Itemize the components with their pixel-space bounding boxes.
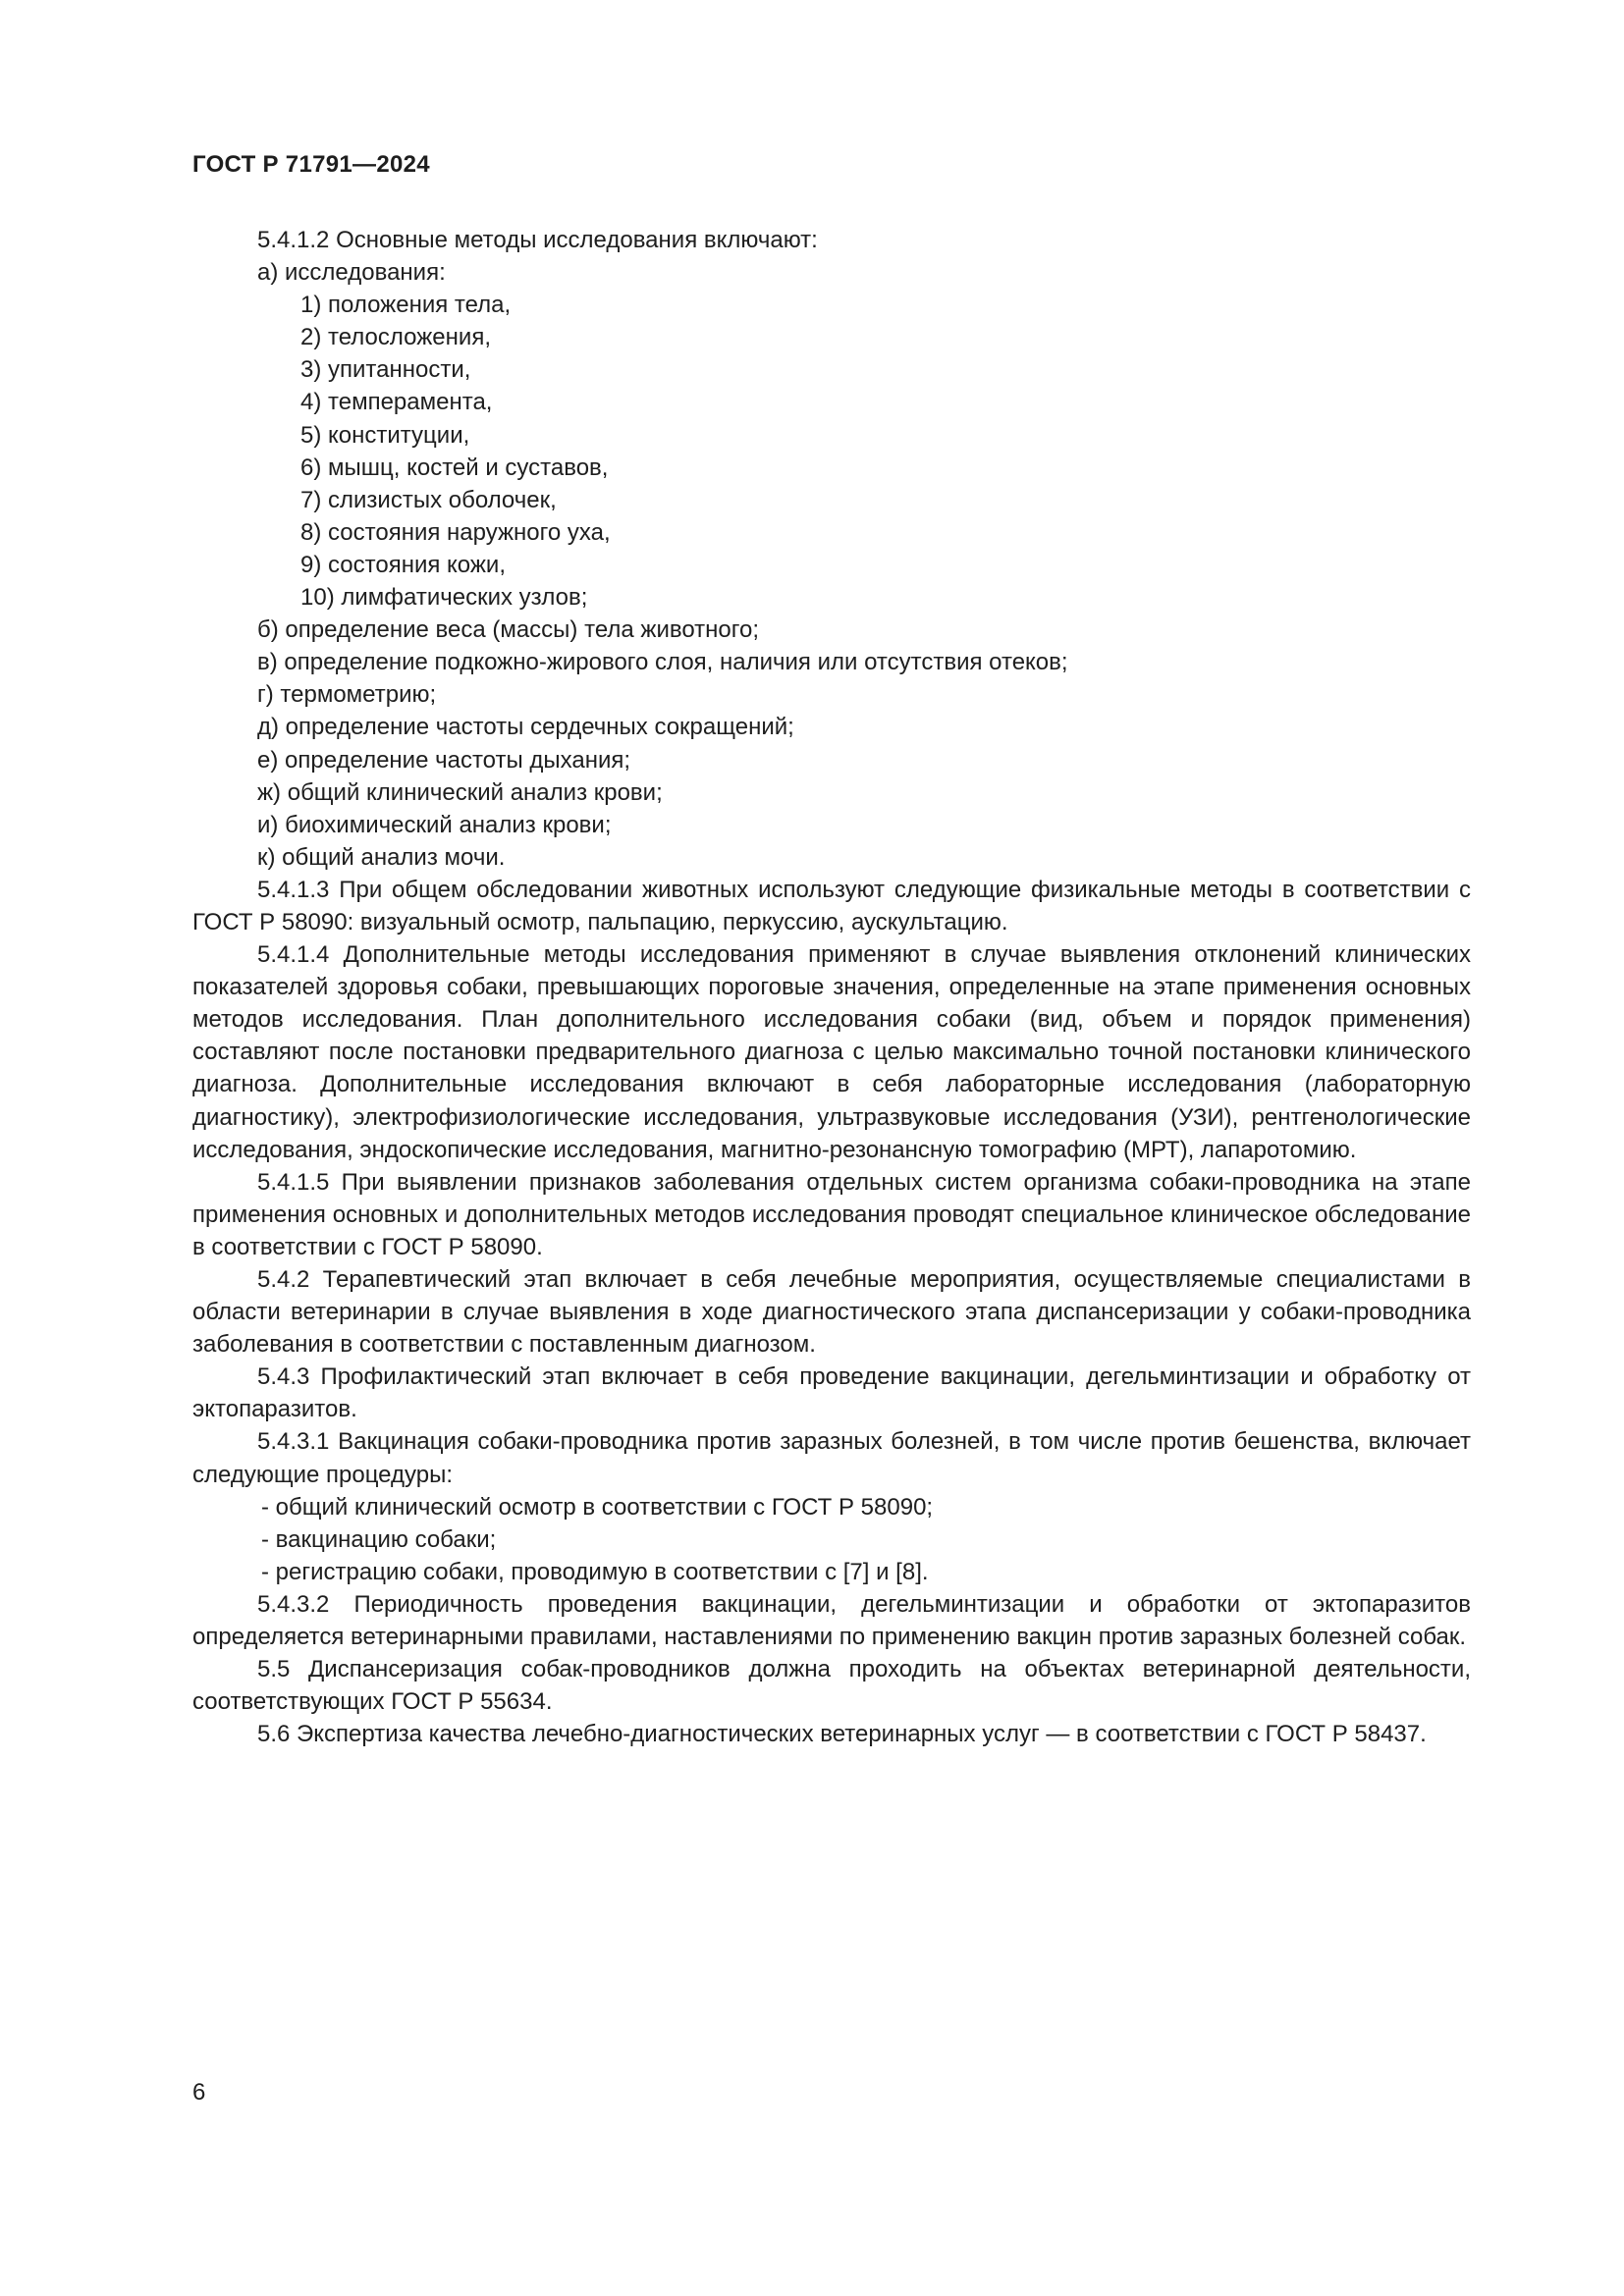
sub-list-item: 9) состояния кожи, [300, 551, 506, 578]
list-item: г) термометрию; [257, 681, 437, 709]
document-body [192, 224, 1471, 1750]
clause-5-4-1-4: 5.4.1.4 Дополнительные методы исследования применяют в случае выявления отклонений клинических показателей здоровья собаки, превышающих пороговые значения, определенные на этапе применения основных методов исследования. План дополнительного исследования собаки (вид, объем и порядок применения) составляют после постановки предварительного диагноза с целью максимально точной постановки клинического диагноза. Дополнительные исследования включают в себя лабораторные исследования (лабораторную диагностику), электрофизиологические исследования, ультразвуковые исследования (УЗИ), рентгенологические исследования, эндоскопические исследования, магнитно-резонансную томографию (МРТ), лапаротомию. [192, 941, 1471, 1163]
list-item: д) определение частоты сердечных сокращений; [257, 714, 794, 741]
sub-list-item: 7) слизистых оболочек, [300, 486, 557, 513]
dash-list-item: - общий клинический осмотр в соответствии с ГОСТ Р 58090; [261, 1493, 934, 1521]
sub-list-item: 10) лимфатических узлов; [300, 584, 588, 612]
document-header: ГОСТ Р 71791—2024 [192, 151, 430, 178]
clause-5-4-3-1: 5.4.3.1 Вакцинация собаки-проводника против заразных болезней, в том числе против бешенства, включает следующие процедуры: [192, 1428, 1471, 1488]
list-item: б) определение веса (массы) тела животного; [257, 616, 759, 644]
dash-list-item: - регистрацию собаки, проводимую в соответствии с [7] и [8]. [261, 1558, 929, 1585]
list-item: к) общий анализ мочи. [257, 843, 506, 871]
sub-list-item: 4) темперамента, [300, 389, 493, 416]
clause-5-4-2: 5.4.2 Терапевтический этап включает в себя лечебные мероприятия, осуществляемые специалистами в области ветеринарии в случае выявления в ходе диагностического этапа диспансеризации у собаки-проводника заболевания в соответствии с поставленным диагнозом. [192, 1266, 1471, 1359]
sub-list-item: 8) состояния наружного уха, [300, 518, 611, 546]
clause-5-4-1-3: 5.4.1.3 При общем обследовании животных используют следующие физикальные методы в соответствии с ГОСТ Р 58090: визуальный осмотр, пальпацию, перкуссию, аускультацию. [192, 876, 1471, 935]
list-item: ж) общий клинический анализ крови; [257, 778, 663, 806]
list-item: в) определение подкожно-жирового слоя, наличия или отсутствия отеков; [257, 649, 1068, 676]
clause-5-5: 5.5 Диспансеризация собак-проводников должна проходить на объектах ветеринарной деятельности, соответствующих ГОСТ Р 55634. [192, 1656, 1471, 1716]
sub-list-item: 5) конституции, [300, 421, 470, 449]
dash-list-item: - вакцинацию собаки; [261, 1525, 497, 1553]
clause-5-4-3: 5.4.3 Профилактический этап включает в себя проведение вакцинации, дегельминтизации и обработку от эктопаразитов. [192, 1363, 1471, 1423]
clause-5-4-1-2: 5.4.1.2 Основные методы исследования включают: [257, 227, 818, 253]
list-item: и) биохимический анализ крови; [257, 811, 612, 838]
sub-list-item: 2) телосложения, [300, 324, 491, 351]
list-item-a: а) исследования: [257, 259, 446, 287]
clause-5-4-1-5: 5.4.1.5 При выявлении признаков заболевания отдельных систем организма собаки-проводника на этапе применения основных и дополнительных методов исследования проводят специальное клиническое обследование в соответствии с ГОСТ Р 58090. [192, 1168, 1471, 1260]
sub-list-item: 3) упитанности, [300, 356, 471, 384]
page-number: 6 [192, 2079, 206, 2106]
list-item: е) определение частоты дыхания; [257, 746, 631, 774]
sub-list-item: 1) положения тела, [300, 292, 512, 319]
clause-5-4-3-2: 5.4.3.2 Периодичность проведения вакцинации, дегельминтизации и обработки от эктопаразитов определяется ветеринарными правилами, наставлениями по применению вакцин против заразных болезней собак. [192, 1590, 1471, 1651]
sub-list-item: 6) мышц, костей и суставов, [300, 454, 609, 481]
clause-5-6: 5.6 Экспертиза качества лечебно-диагностических ветеринарных услуг — в соответствии с ГОСТ Р 58437. [257, 1721, 1427, 1748]
